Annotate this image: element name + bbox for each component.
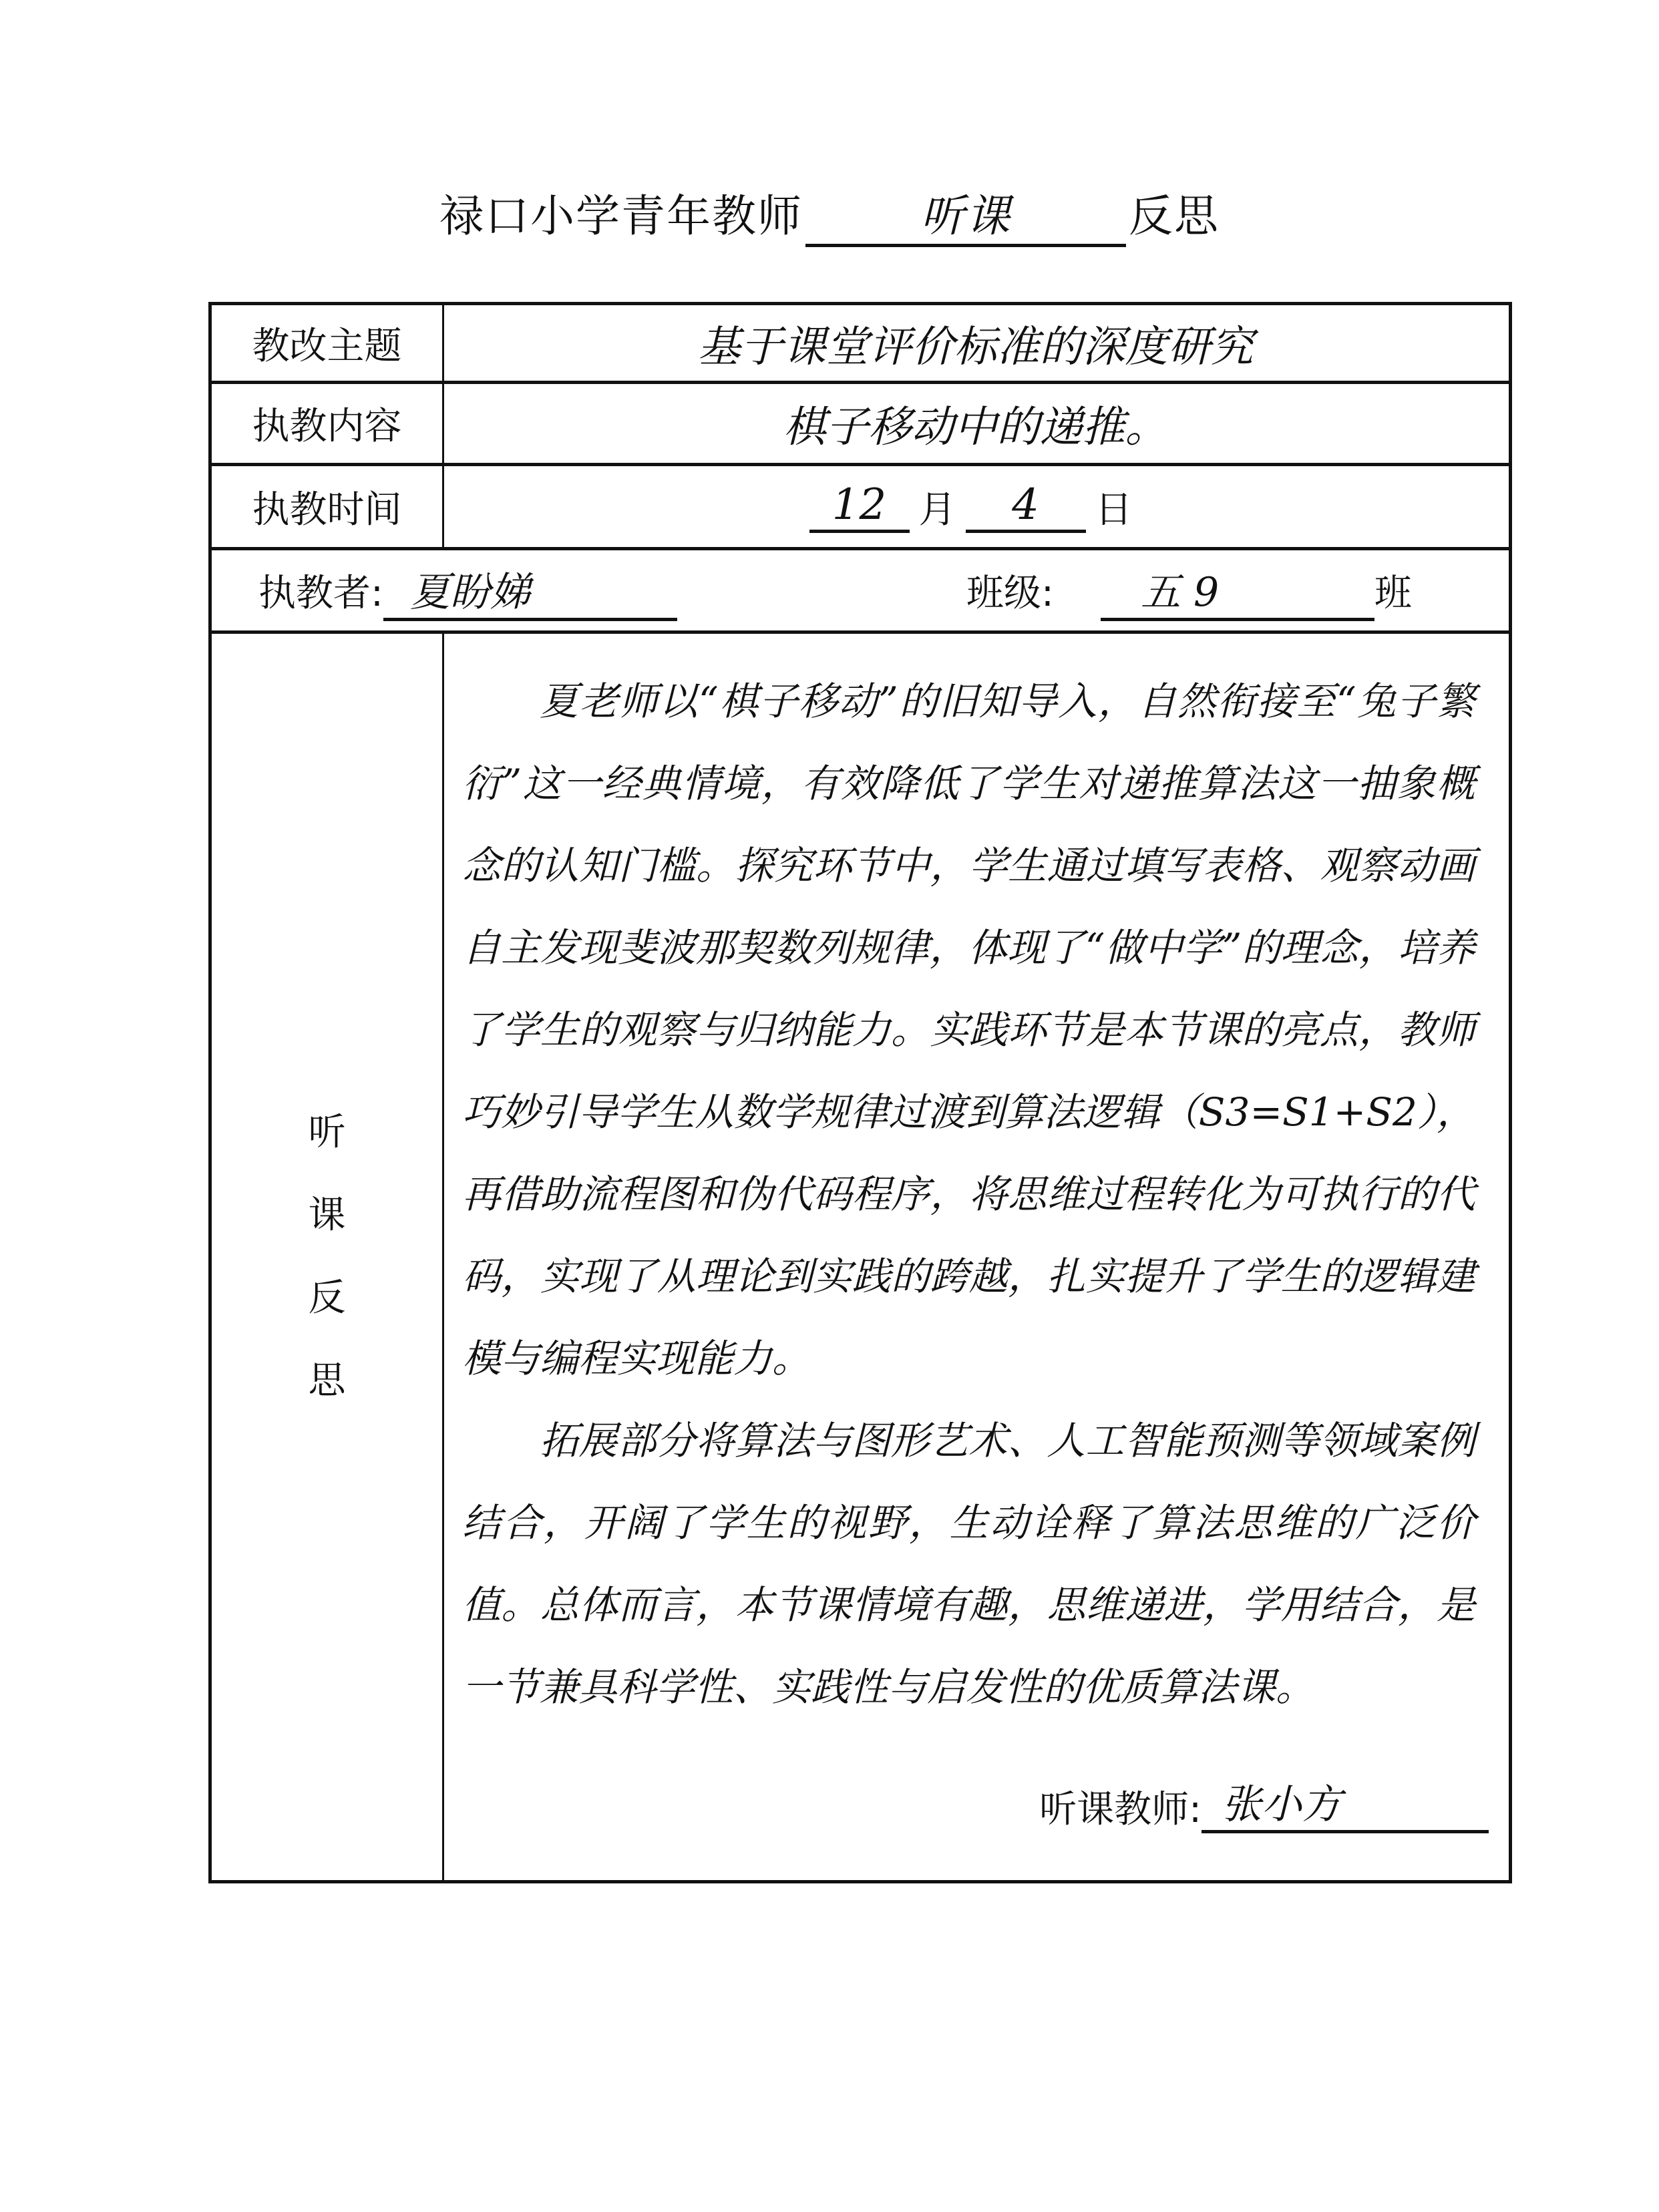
reflection-label bbox=[212, 634, 444, 1880]
reflection-paragraph: 夏老师以“棋子移动”的旧知导入，自然衔接至“兔子繁衍”这一经典情境，有效降低了学生对递推算法这一抽象概念的认知门槛。探究环节中，学生通过填写表格、观察动画自主发现斐波那契数列规律，体现了“做中学”的理念，培养了学生的观察与归纳能力。实践环节是本节课的亮点，教师巧妙引导学生从数学规律过渡到算法逻辑（S3=S1+S2），再借助流程图和伪代码程序，将思维过程转化为可执行的代码，实现了从理论到实践的跨越，扎实提升了学生的逻辑建模与编程实现能力。 bbox=[462, 679, 1475, 1381]
reflection-label-char: 思 bbox=[308, 1359, 346, 1403]
row-content bbox=[212, 384, 1509, 466]
teacher-group bbox=[258, 550, 677, 630]
teacher-field[interactable]: 夏盼娣 bbox=[383, 560, 677, 621]
row-teacher-class bbox=[212, 550, 1509, 634]
topic-label: 教改主题 bbox=[212, 305, 444, 381]
class-suffix: 班 bbox=[1374, 572, 1412, 615]
content-field[interactable]: 棋子移动中的递推。 bbox=[783, 403, 1168, 452]
day-unit: 日 bbox=[1095, 488, 1133, 532]
title-blank-field[interactable]: 听课 bbox=[805, 180, 1126, 247]
class-group bbox=[966, 550, 1412, 630]
title-prefix: 禄口小学青年教师 bbox=[439, 190, 803, 242]
reflection-section bbox=[212, 634, 1509, 1880]
month-field[interactable]: 12 bbox=[809, 480, 910, 533]
observer-signature bbox=[1039, 1773, 1489, 1833]
time-label: 执教时间 bbox=[212, 466, 444, 547]
page-title bbox=[0, 180, 1659, 247]
content-label: 执教内容 bbox=[212, 384, 444, 463]
reflection-label-char: 反 bbox=[308, 1276, 346, 1320]
topic-field[interactable]: 基于课堂评价标准的深度研究 bbox=[697, 322, 1254, 372]
time-field bbox=[442, 466, 1509, 547]
teacher-label: 执教者: bbox=[258, 572, 383, 615]
observer-label: 听课教师: bbox=[1039, 1788, 1202, 1831]
row-time bbox=[212, 466, 1509, 550]
observer-field[interactable]: 张小方 bbox=[1202, 1773, 1489, 1833]
reflection-text-field[interactable] bbox=[442, 634, 1509, 1880]
reflection-form bbox=[208, 302, 1512, 1883]
class-field[interactable]: 五 9 bbox=[1101, 560, 1374, 621]
month-unit: 月 bbox=[918, 488, 956, 532]
reflection-label-char: 课 bbox=[308, 1193, 346, 1237]
day-field[interactable]: 4 bbox=[966, 480, 1086, 533]
class-label: 班级: bbox=[966, 572, 1054, 615]
title-suffix: 反思 bbox=[1129, 190, 1220, 242]
reflection-label-char: 听 bbox=[308, 1111, 346, 1154]
row-topic bbox=[212, 305, 1509, 384]
reflection-paragraph: 拓展部分将算法与图形艺术、人工智能预测等领域案例结合，开阔了学生的视野，生动诠释了算法思维的广泛价值。总体而言，本节课情境有趣，思维递进，学用结合，是一节兼具科学性、实践性与启发性的优质算法课。 bbox=[462, 1418, 1475, 1710]
